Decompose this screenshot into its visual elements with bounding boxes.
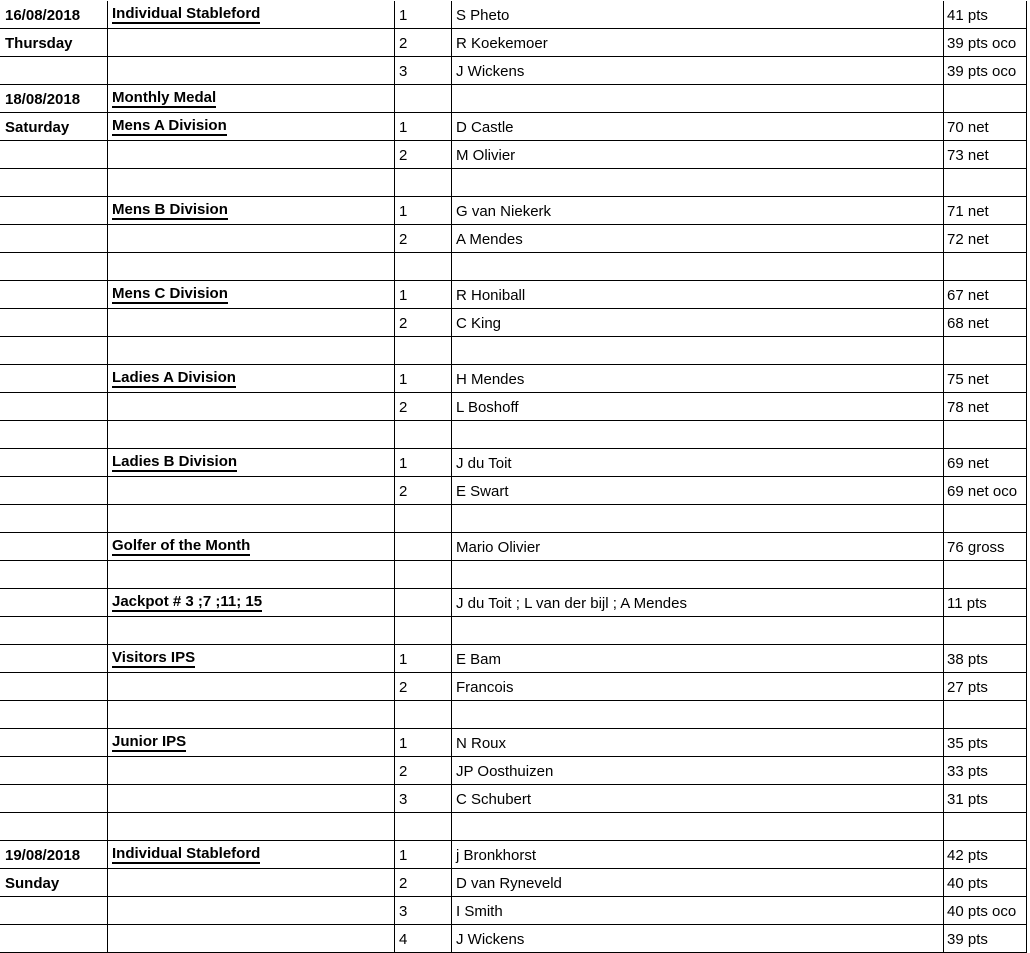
player-text: Mario Olivier	[456, 539, 541, 556]
cell-score[interactable]	[944, 673, 1027, 701]
cell-score[interactable]	[944, 925, 1027, 953]
cell-position[interactable]	[395, 533, 452, 561]
cell-date[interactable]	[0, 841, 108, 869]
position-text: 2	[399, 315, 408, 332]
position-text: 4	[399, 931, 408, 948]
cell-date[interactable]	[0, 897, 108, 925]
cell-score[interactable]	[944, 85, 1027, 113]
competition-text: Visitors IPS	[112, 649, 196, 666]
cell-date[interactable]	[0, 29, 108, 57]
player-text: J du Toit ; L van der bijl ; A Mendes	[456, 595, 687, 612]
cell-competition[interactable]	[108, 421, 395, 449]
cell-score[interactable]	[944, 253, 1027, 281]
cell-score[interactable]	[944, 729, 1027, 757]
cell-competition[interactable]	[108, 645, 395, 673]
cell-position[interactable]	[395, 393, 452, 421]
cell-player[interactable]	[452, 645, 944, 673]
score-text: 38 pts	[947, 651, 988, 668]
cell-competition[interactable]	[108, 505, 395, 533]
cell-competition[interactable]	[108, 449, 395, 477]
cell-date[interactable]	[0, 477, 108, 505]
score-text: 72 net	[947, 231, 989, 248]
date-text: Sunday	[5, 875, 60, 892]
cell-player[interactable]	[452, 813, 944, 841]
player-text: C King	[456, 315, 502, 332]
position-text: 2	[399, 483, 408, 500]
cell-player[interactable]	[452, 85, 944, 113]
cell-player[interactable]	[452, 337, 944, 365]
score-text: 39 pts oco	[947, 63, 1017, 80]
cell-competition[interactable]	[108, 169, 395, 197]
cell-date[interactable]	[0, 869, 108, 897]
cell-player[interactable]	[452, 897, 944, 925]
cell-player[interactable]	[452, 477, 944, 505]
cell-competition[interactable]	[108, 253, 395, 281]
player-text: R Koekemoer	[456, 35, 548, 52]
position-text: 2	[399, 875, 408, 892]
cell-competition[interactable]	[108, 57, 395, 85]
competition-text: Golfer of the Month	[112, 537, 251, 554]
cell-position[interactable]	[395, 925, 452, 953]
cell-score[interactable]	[944, 869, 1027, 897]
cell-date[interactable]	[0, 309, 108, 337]
cell-date[interactable]	[0, 421, 108, 449]
cell-date[interactable]	[0, 561, 108, 589]
cell-player[interactable]	[452, 561, 944, 589]
competition-text: Ladies B Division	[112, 453, 238, 470]
cell-date[interactable]	[0, 617, 108, 645]
cell-score[interactable]	[944, 393, 1027, 421]
player-text: D van Ryneveld	[456, 875, 562, 892]
cell-competition[interactable]	[108, 561, 395, 589]
cell-player[interactable]	[452, 393, 944, 421]
position-text: 1	[399, 455, 408, 472]
position-text: 3	[399, 903, 408, 920]
position-text: 2	[399, 679, 408, 696]
cell-competition[interactable]	[108, 309, 395, 337]
cell-competition[interactable]	[108, 29, 395, 57]
cell-date[interactable]	[0, 113, 108, 141]
cell-score[interactable]	[944, 197, 1027, 225]
cell-score[interactable]	[944, 813, 1027, 841]
cell-date[interactable]	[0, 253, 108, 281]
cell-position[interactable]	[395, 589, 452, 617]
cell-position[interactable]	[395, 785, 452, 813]
cell-position[interactable]	[395, 841, 452, 869]
competition-text: Monthly Medal	[112, 89, 217, 106]
position-text: 1	[399, 371, 408, 388]
cell-position[interactable]	[395, 169, 452, 197]
player-text: Francois	[456, 679, 514, 696]
cell-player[interactable]	[452, 421, 944, 449]
cell-player[interactable]	[452, 589, 944, 617]
score-text: 70 net	[947, 119, 989, 136]
cell-date[interactable]	[0, 85, 108, 113]
cell-competition[interactable]	[108, 113, 395, 141]
score-text: 11 pts	[947, 595, 987, 612]
cell-player[interactable]	[452, 505, 944, 533]
cell-competition[interactable]	[108, 477, 395, 505]
cell-position[interactable]	[395, 869, 452, 897]
cell-score[interactable]	[944, 421, 1027, 449]
cell-position[interactable]	[395, 645, 452, 673]
competition-text: Mens A Division	[112, 117, 227, 134]
cell-score[interactable]	[944, 533, 1027, 561]
score-text: 67 net	[947, 287, 989, 304]
cell-date[interactable]	[0, 449, 108, 477]
cell-score[interactable]	[944, 113, 1027, 141]
date-text: Saturday	[5, 119, 70, 136]
cell-position[interactable]	[395, 421, 452, 449]
cell-score[interactable]	[944, 561, 1027, 589]
cell-competition[interactable]	[108, 701, 395, 729]
position-text: 3	[399, 63, 408, 80]
cell-date[interactable]	[0, 141, 108, 169]
cell-position[interactable]	[395, 729, 452, 757]
cell-date[interactable]	[0, 785, 108, 813]
cell-date[interactable]	[0, 729, 108, 757]
cell-competition[interactable]	[108, 337, 395, 365]
cell-player[interactable]	[452, 225, 944, 253]
cell-position[interactable]	[395, 113, 452, 141]
cell-competition[interactable]	[108, 533, 395, 561]
player-text: A Mendes	[456, 231, 523, 248]
cell-competition[interactable]	[108, 757, 395, 785]
cell-score[interactable]	[944, 449, 1027, 477]
cell-date[interactable]	[0, 813, 108, 841]
cell-player[interactable]	[452, 701, 944, 729]
cell-player[interactable]	[452, 281, 944, 309]
position-text: 2	[399, 147, 408, 164]
score-text: 40 pts	[947, 875, 988, 892]
cell-date[interactable]	[0, 57, 108, 85]
cell-position[interactable]	[395, 141, 452, 169]
score-text: 40 pts oco	[947, 903, 1017, 920]
cell-date[interactable]	[0, 925, 108, 953]
cell-competition[interactable]	[108, 225, 395, 253]
cell-position[interactable]	[395, 477, 452, 505]
cell-position[interactable]	[395, 897, 452, 925]
cell-competition[interactable]	[108, 617, 395, 645]
cell-player[interactable]	[452, 141, 944, 169]
cell-player[interactable]	[452, 785, 944, 813]
player-text: j Bronkhorst	[456, 847, 537, 864]
cell-player[interactable]	[452, 29, 944, 57]
cell-position[interactable]	[395, 337, 452, 365]
cell-competition[interactable]	[108, 841, 395, 869]
cell-score[interactable]	[944, 617, 1027, 645]
score-text: 41 pts	[947, 7, 988, 24]
cell-competition[interactable]	[108, 897, 395, 925]
player-text: S Pheto	[456, 7, 510, 24]
cell-date[interactable]	[0, 337, 108, 365]
cell-score[interactable]	[944, 57, 1027, 85]
cell-player[interactable]	[452, 841, 944, 869]
cell-player[interactable]	[452, 869, 944, 897]
player-text: N Roux	[456, 735, 507, 752]
cell-player[interactable]	[452, 925, 944, 953]
player-text: J Wickens	[456, 63, 525, 80]
score-text: 69 net	[947, 455, 989, 472]
score-text: 35 pts	[947, 735, 988, 752]
cell-position[interactable]	[395, 281, 452, 309]
player-text: E Bam	[456, 651, 502, 668]
cell-position[interactable]	[395, 449, 452, 477]
cell-position[interactable]	[395, 561, 452, 589]
score-text: 78 net	[947, 399, 989, 416]
cell-date[interactable]	[0, 281, 108, 309]
competition-text: Ladies A Division	[112, 369, 236, 386]
cell-position[interactable]	[395, 253, 452, 281]
position-text: 3	[399, 791, 408, 808]
position-text: 2	[399, 231, 408, 248]
score-text: 27 pts	[947, 679, 988, 696]
date-text: Thursday	[5, 35, 73, 52]
cell-score[interactable]	[944, 701, 1027, 729]
player-text: L Boshoff	[456, 399, 519, 416]
cell-competition[interactable]	[108, 925, 395, 953]
cell-date[interactable]	[0, 589, 108, 617]
competition-text: Junior IPS	[112, 733, 187, 750]
score-text: 39 pts	[947, 931, 988, 948]
cell-player[interactable]	[452, 1, 944, 29]
player-text: R Honiball	[456, 287, 526, 304]
cell-player[interactable]	[452, 57, 944, 85]
cell-player[interactable]	[452, 309, 944, 337]
cell-score[interactable]	[944, 309, 1027, 337]
cell-score[interactable]	[944, 281, 1027, 309]
position-text: 2	[399, 35, 408, 52]
position-text: 1	[399, 203, 408, 220]
position-text: 1	[399, 847, 408, 864]
score-text: 76 gross	[947, 539, 1005, 556]
cell-position[interactable]	[395, 85, 452, 113]
competition-text: Mens C Division	[112, 285, 228, 302]
cell-competition[interactable]	[108, 1, 395, 29]
cell-competition[interactable]	[108, 393, 395, 421]
cell-position[interactable]	[395, 505, 452, 533]
player-text: I Smith	[456, 903, 503, 920]
cell-player[interactable]	[452, 449, 944, 477]
player-text: E Swart	[456, 483, 509, 500]
cell-competition[interactable]	[108, 85, 395, 113]
cell-score[interactable]	[944, 169, 1027, 197]
cell-score[interactable]	[944, 897, 1027, 925]
cell-score[interactable]	[944, 365, 1027, 393]
cell-date[interactable]	[0, 1, 108, 29]
cell-position[interactable]	[395, 365, 452, 393]
position-text: 1	[399, 735, 408, 752]
cell-competition[interactable]	[108, 589, 395, 617]
cell-competition[interactable]	[108, 729, 395, 757]
cell-player[interactable]	[452, 673, 944, 701]
cell-competition[interactable]	[108, 785, 395, 813]
cell-date[interactable]	[0, 365, 108, 393]
cell-competition[interactable]	[108, 365, 395, 393]
cell-score[interactable]	[944, 757, 1027, 785]
score-text: 33 pts	[947, 763, 988, 780]
cell-player[interactable]	[452, 197, 944, 225]
cell-date[interactable]	[0, 393, 108, 421]
player-text: M Olivier	[456, 147, 516, 164]
position-text: 1	[399, 119, 408, 136]
cell-competition[interactable]	[108, 673, 395, 701]
player-text: C Schubert	[456, 791, 532, 808]
score-text: 75 net	[947, 371, 989, 388]
cell-date[interactable]	[0, 225, 108, 253]
date-text: 18/08/2018	[5, 91, 81, 108]
player-text: D Castle	[456, 119, 514, 136]
cell-date[interactable]	[0, 169, 108, 197]
cell-position[interactable]	[395, 617, 452, 645]
score-text: 69 net oco	[947, 483, 1018, 500]
cell-score[interactable]	[944, 645, 1027, 673]
cell-score[interactable]	[944, 505, 1027, 533]
cell-date[interactable]	[0, 673, 108, 701]
cell-position[interactable]	[395, 757, 452, 785]
score-text: 31 pts	[947, 791, 988, 808]
cell-position[interactable]	[395, 1, 452, 29]
position-text: 2	[399, 399, 408, 416]
cell-date[interactable]	[0, 505, 108, 533]
cell-position[interactable]	[395, 225, 452, 253]
cell-score[interactable]	[944, 477, 1027, 505]
cell-player[interactable]	[452, 113, 944, 141]
cell-competition[interactable]	[108, 141, 395, 169]
cell-date[interactable]	[0, 701, 108, 729]
cell-position[interactable]	[395, 29, 452, 57]
cell-position[interactable]	[395, 197, 452, 225]
position-text: 1	[399, 651, 408, 668]
score-text: 42 pts	[947, 847, 988, 864]
cell-player[interactable]	[452, 365, 944, 393]
competition-text: Jackpot # 3 ;7 ;11; 15	[112, 593, 263, 610]
cell-position[interactable]	[395, 673, 452, 701]
score-text: 39 pts oco	[947, 35, 1017, 52]
competition-text: Individual Stableford	[112, 5, 261, 22]
cell-position[interactable]	[395, 309, 452, 337]
cell-player[interactable]	[452, 757, 944, 785]
cell-player[interactable]	[452, 169, 944, 197]
cell-score[interactable]	[944, 1, 1027, 29]
cell-competition[interactable]	[108, 869, 395, 897]
cell-date[interactable]	[0, 533, 108, 561]
score-text: 71 net	[947, 203, 989, 220]
cell-competition[interactable]	[108, 813, 395, 841]
cell-score[interactable]	[944, 29, 1027, 57]
cell-date[interactable]	[0, 197, 108, 225]
cell-competition[interactable]	[108, 281, 395, 309]
cell-position[interactable]	[395, 813, 452, 841]
position-text: 1	[399, 287, 408, 304]
position-text: 1	[399, 7, 408, 24]
cell-score[interactable]	[944, 589, 1027, 617]
score-text: 68 net	[947, 315, 989, 332]
player-text: J du Toit	[456, 455, 512, 472]
cell-score[interactable]	[944, 337, 1027, 365]
cell-player[interactable]	[452, 617, 944, 645]
cell-player[interactable]	[452, 729, 944, 757]
player-text: H Mendes	[456, 371, 525, 388]
cell-date[interactable]	[0, 757, 108, 785]
position-text: 2	[399, 763, 408, 780]
cell-player[interactable]	[452, 533, 944, 561]
cell-player[interactable]	[452, 253, 944, 281]
cell-position[interactable]	[395, 57, 452, 85]
cell-score[interactable]	[944, 141, 1027, 169]
cell-position[interactable]	[395, 701, 452, 729]
competition-text: Individual Stableford	[112, 845, 261, 862]
cell-date[interactable]	[0, 645, 108, 673]
cell-score[interactable]	[944, 785, 1027, 813]
cell-competition[interactable]	[108, 197, 395, 225]
cell-score[interactable]	[944, 841, 1027, 869]
date-text: 19/08/2018	[5, 847, 81, 864]
competition-text: Mens B Division	[112, 201, 228, 218]
score-text: 73 net	[947, 147, 989, 164]
player-text: JP Oosthuizen	[456, 763, 554, 780]
cell-score[interactable]	[944, 225, 1027, 253]
date-text: 16/08/2018	[5, 7, 81, 24]
player-text: J Wickens	[456, 931, 525, 948]
player-text: G van Niekerk	[456, 203, 552, 220]
